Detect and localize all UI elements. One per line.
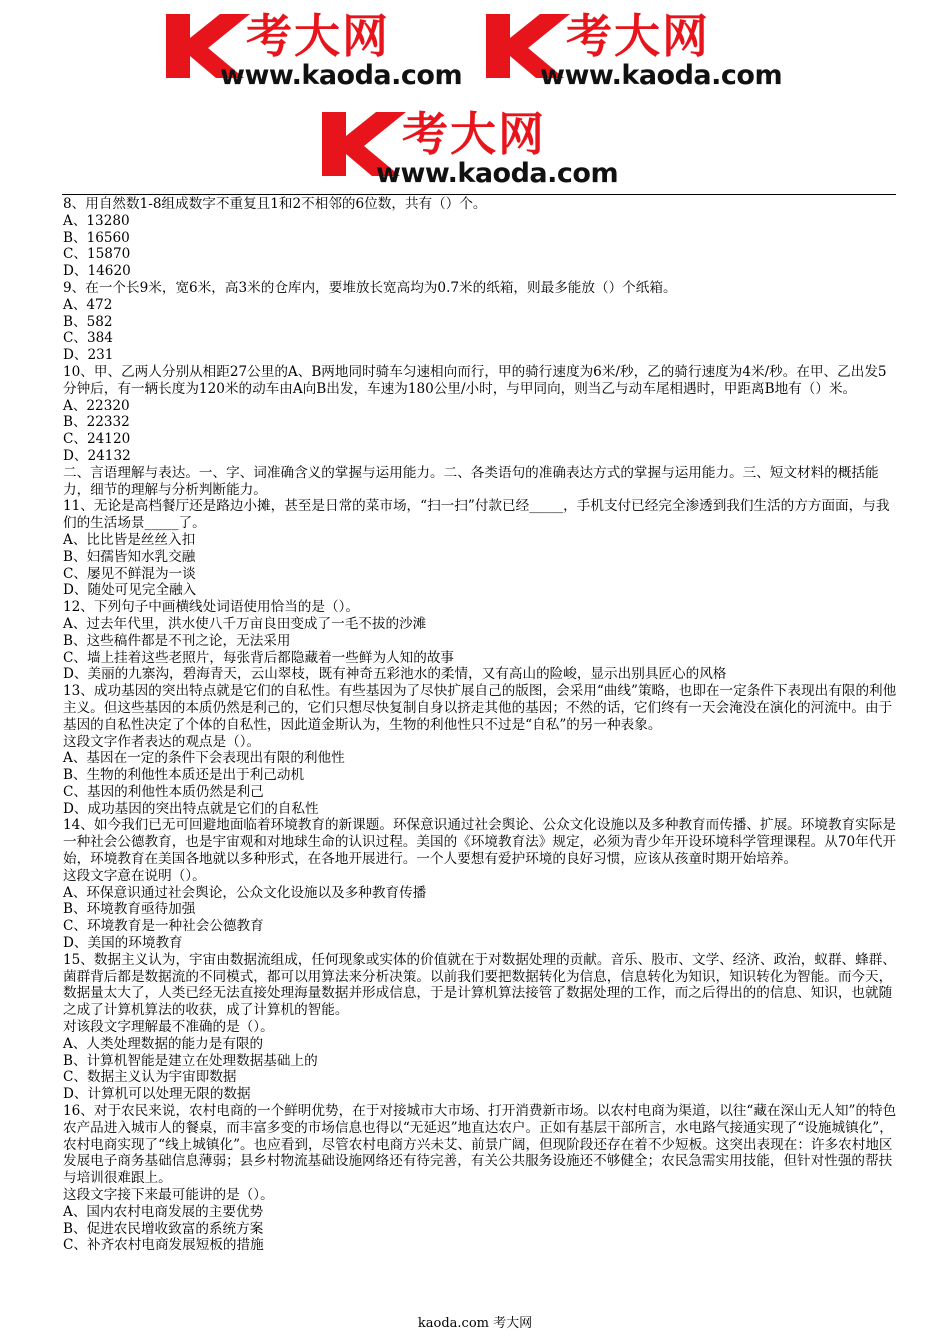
text-line: D、24132 [63, 447, 131, 464]
text-line: B、生物的利他性本质还是出于利己动机 [63, 767, 305, 784]
text-line: 14、如今我们已无可回避地面临着环境教育的新课题。环保意识通过社会舆论、公众文化设施以及多种教育而传播、扩展。环境教育实际是一种社会公德教育，也是宇宙观和对地球生命的认识过程。美国的《环境教育法》规定，必须为青少年开设环境科学管理课程。从70年代开始，环境教育在美国各地就以多种形式，在各地开展进行。一个人要想有爱护环境的良好习惯，应该从孩童时期开始培养。 [63, 817, 896, 868]
text-line: B、计算机智能是建立在处理数据基础上的 [63, 1052, 318, 1069]
text-line: 15、数据主义认为，宇宙由数据流组成，任何现象或实体的价值就在于对数据处理的贡献。音乐、股市、文学、经济、政治，蚁群、蜂群、菌群背后都是数据流的不同模式，都可以用算法来分析决策。以前我们要把数据转化为信息，信息转化为知识，知识转化为智能。而今天，数据量太大了，人类已经无法直接处理海量数据并形成信息，于是计算机算法接管了数据处理的工作，而之后得出的的信息、知识，也就随之成了计算机算法的收获，成了计算机的智能。 [63, 951, 896, 1019]
text-line: B、这些稿件都是不刊之论，无法采用 [63, 632, 291, 649]
logo-brand: 考大网 [246, 9, 390, 63]
text-line: A、环保意识通过社会舆论，公众文化设施以及多种教育传播 [63, 884, 427, 901]
text-line: D、美国的环境教育 [63, 935, 183, 952]
text-line: 9、在一个长9米，宽6米，高3米的仓库内，要堆放长宽高均为0.7米的纸箱，则最多能放（）个纸箱。 [63, 279, 677, 296]
text-line: C、环境教育是一种社会公德教育 [63, 918, 264, 935]
logo-brand: 考大网 [566, 9, 710, 63]
text-line: A、基因在一定的条件下会表现出有限的利他性 [63, 750, 345, 767]
kaoda-logo [318, 106, 648, 192]
text-line: A、22320 [63, 397, 130, 414]
text-line: 对该段文字理解最不准确的是（）。 [63, 1019, 274, 1036]
text-line: A、人类处理数据的能力是有限的 [63, 1035, 264, 1052]
logo-url: www.kaoda.com [540, 60, 783, 91]
text-line: D、成功基因的突出特点就是它们的自私性 [63, 800, 319, 817]
kaoda-logo [482, 8, 812, 94]
document-body [63, 196, 897, 1254]
text-line: B、22332 [63, 414, 130, 431]
text-line: 12、下列句子中画横线处词语使用恰当的是（）。 [63, 599, 359, 616]
text-line: A、13280 [63, 212, 130, 229]
text-line: C、屡见不鲜混为一谈 [63, 565, 196, 582]
text-line: 13、成功基因的突出特点就是它们的自私性。有些基因为了尽快扩展自己的版图，会采用“曲线”策略，也即在一定条件下表现出有限的利他主义。但这些基因的本质仍然是利己的，它们只想尽快复制自身以挤走其他的基因；不然的话，它们终有一天会淹没在演化的河流中。由于基因的自私性决定了个体的自私性，因此道金斯认为，生物的利他性只不过是“自私”的另一种表象。 [63, 683, 897, 733]
text-line: 二、言语理解与表达。一、字、词准确含义的掌握与运用能力。二、各类语句的准确表达方式的掌握与运用能力。三、短文材料的概括能力，细节的理解与分析判断能力。 [63, 464, 879, 498]
text-line: D、美丽的九寨沟，碧海青天，云山翠枝，既有神奇五彩池水的柔情，又有高山的险峻，显示出别具匠心的风格 [63, 666, 727, 683]
text-line: B、环境教育亟待加强 [63, 901, 196, 918]
text-line: C、384 [63, 330, 113, 347]
text-line: B、582 [63, 313, 113, 330]
text-line: 8、用自然数1-8组成数字不重复且1和2不相邻的6位数，共有（）个。 [63, 196, 487, 212]
text-line: C、24120 [63, 431, 131, 448]
logo-url: www.kaoda.com [376, 158, 619, 189]
logo-url: www.kaoda.com [220, 60, 463, 91]
text-line: 10、甲、乙两人分别从相距27公里的A、B两地同时骑车匀速相向而行，甲的骑行速度为6米/秒，乙的骑行速度为4米/秒。在甲、乙出发5分钟后，有一辆长度为120米的动车由A向B出发，车速为180公里/小时，与甲同向，则当乙与动车尾相遇时，甲距离B地有（）米。 [63, 363, 887, 397]
text-line: B、妇孺皆知水乳交融 [63, 548, 196, 565]
kaoda-logo [162, 8, 492, 94]
text-line: C、数据主义认为宇宙即数据 [63, 1069, 237, 1086]
text-line: C、基因的利他性本质仍然是利己 [63, 783, 264, 800]
text-line: A、472 [63, 296, 113, 313]
text-line: A、比比皆是丝丝入扣 [63, 531, 196, 548]
text-line: B、促进农民增收致富的系统方案 [63, 1220, 264, 1237]
text-line: A、过去年代里，洪水使八千万亩良田变成了一毛不拔的沙滩 [63, 615, 427, 632]
text-line: A、国内农村电商发展的主要优势 [63, 1203, 264, 1220]
text-line: 这段文字意在说明（）。 [63, 867, 206, 884]
text-line: 这段文字接下来最可能讲的是（）。 [63, 1187, 274, 1204]
text-line: D、随处可见完全融入 [63, 582, 197, 599]
text-line: D、231 [63, 347, 114, 364]
text-line: D、计算机可以处理无限的数据 [63, 1086, 251, 1103]
header-divider [62, 194, 896, 195]
text-line: 这段文字作者表达的观点是（）。 [63, 733, 261, 750]
text-line: C、15870 [63, 246, 131, 263]
logo-brand: 考大网 [402, 107, 546, 161]
page-footer: kaoda.com 考大网 [417, 1316, 533, 1331]
text-line: C、补齐农村电商发展短板的措施 [63, 1237, 264, 1254]
text-line: C、墙上挂着这些老照片，每张背后都隐藏着一些鲜为人知的故事 [63, 649, 455, 666]
text-line: 11、无论是高档餐厅还是路边小摊，甚至是日常的菜市场，“扫一扫”付款已经_____，手机支付已经完全渗透到我们生活的方方面面，与我们的生活场景_____了。 [63, 498, 890, 532]
text-line: B、16560 [63, 229, 130, 246]
text-line: D、14620 [63, 263, 131, 280]
text-line: 16、对于农民来说，农村电商的一个鲜明优势，在于对接城市大市场、打开消费新市场。以农村电商为渠道，以往“藏在深山无人知”的特色农产品进入城市人的餐桌，而丰富多变的市场信息也得以“无延迟”地直达农户。正如有基层干部所言，水电路气接通实现了“设施城镇化”，农村电商实现了“线上城镇化”。也应看到，尽管农村电商方兴未艾、前景广阔，但现阶段还存在着不少短板。这突出表现在：许多农村地区发展电子商务基础信息薄弱；县乡村物流基础设施网络还有待完善，有关公共服务设施还不够健全；农民急需实用技能，但针对性强的帮扶与培训很难跟上。 [63, 1103, 897, 1187]
